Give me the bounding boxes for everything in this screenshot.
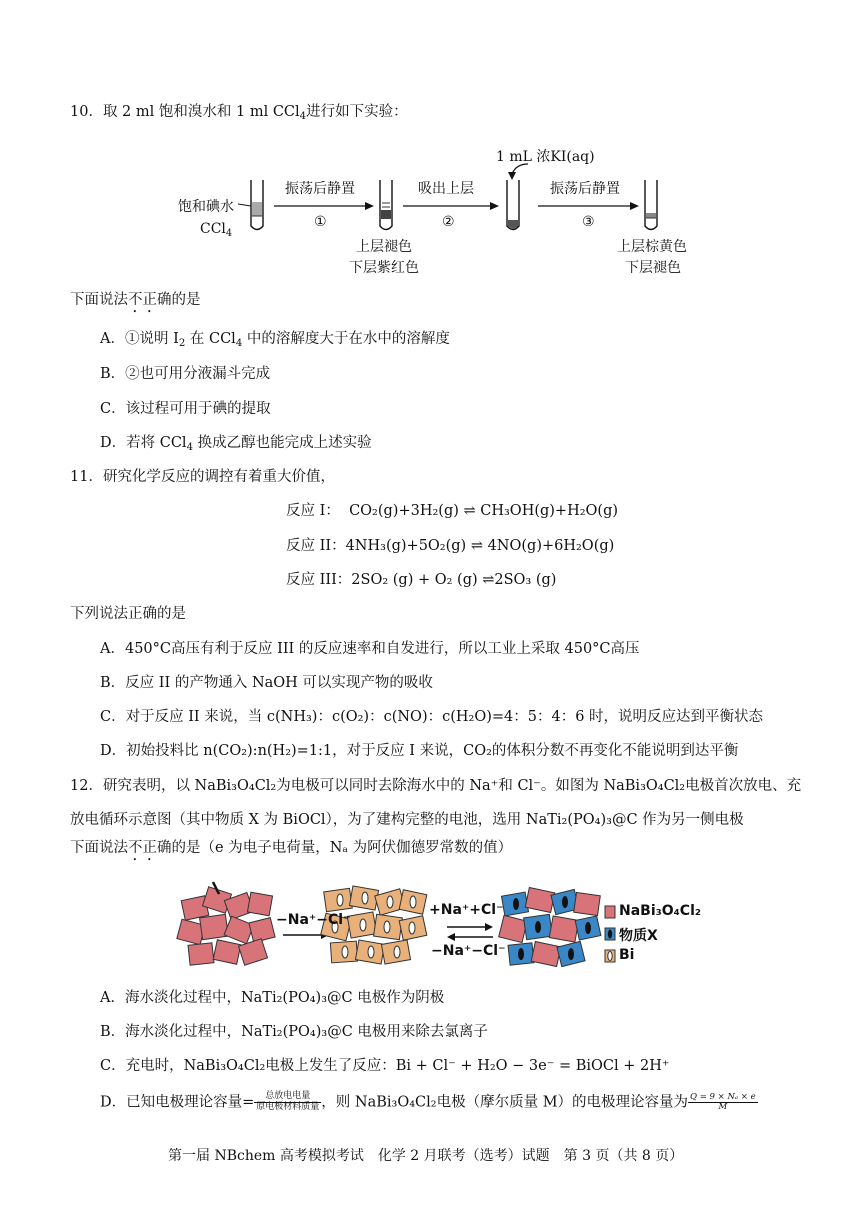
legend-matter-x: 物质X [619,928,658,944]
test-tube-1 [251,180,263,230]
q12-stem-line2: 放电循环示意图（其中物质 X 为 BiOCl），为了建构完整的电池，选用 NaTi₂(PO₄)₃@C 作为另一侧电极 [70,812,744,828]
cluster-nabi3o4cl2 [177,887,275,965]
arrow-label-discharge: −Na⁺−Cl⁻ [276,912,351,928]
q11-reaction-1: 反应 I： CO₂(g)+3H₂(g) ⇌ CH₃OH(g)+H₂O(g) [286,503,619,519]
arrow-1 [274,202,374,210]
q12-question: 下面说法不正确的是（e 为电子电荷量，Nₐ 为阿伏伽德罗常数的值） [70,840,513,856]
tube-label-top: 饱和碘水 [178,199,234,215]
q10-option-d: D．若将 CCl$_4$ 换成乙醇也能完成上述实验 [100,435,372,454]
arrow3-label: 振荡后静置 [550,181,620,197]
result3-top: 上层棕黄色 [617,239,687,255]
capacity-definition-fraction: $\frac{\text{总放电电量}}{\text{原电极材料质量}}$ [256,1091,320,1112]
q10-option-a: A．①说明 $I_2$ 在 CCl$_4$ 中的溶解度大于在水中的溶解度 [100,331,450,350]
q11-option-a: A．450°C高压有利于反应 III 的反应速率和自发进行，所以工业上采取 450°C高压 [100,641,640,657]
arrow2-label: 吸出上层 [418,181,474,197]
q11-stem: 11．研究化学反应的调控有着重大价值， [70,469,335,485]
arrow1-label: 振荡后静置 [285,181,355,197]
result1-top: 上层褪色 [356,239,412,255]
step2-label: ② [442,214,455,230]
q12-option-d: D．已知电极理论容量= $\frac{\text{总放电电量}}{\text{原电极材料质量}}$ ，则 NaBi₃O₄Cl₂电极（摩尔质量 M）的电极理论容量为 $\frac{\text{Q = 9 × Nₐ × e}}{M}$ [100,1091,756,1112]
q11-reaction-2: 反应 II：4NH₃(g)+5O₂(g) ⇌ 4NO(g)+6H₂O(g) [286,538,615,554]
q11-option-d: D．初始投料比 n(CO₂):n(H₂)=1:1，对于反应 I 来说，CO₂的体积分数不再变化不能说明到达平衡 [100,743,739,759]
tube-label-bottom: CCl$_4$ [200,221,233,239]
arrow-label-charge-bottom: −Na⁺−Cl⁻ [431,943,506,959]
q12-option-b: B．海水淡化过程中，NaTi₂(PO₄)₃@C 电极用来除去氯离子 [100,1024,488,1040]
q11-reaction-3: 反应 III：2SO₂ (g) + O₂ (g) ⇌2SO₃ (g) [286,572,557,588]
capacity-formula-fraction: $\frac{\text{Q = 9 × Nₐ × e}}{M}$ [690,1091,756,1112]
arrow-label-charge-top: +Na⁺+Cl⁻ [429,902,504,918]
page-footer: 第一届 NBchem 高考模拟考试 化学 2 月联考（选考）试题 第 3 页（共 8 页） [168,1148,684,1164]
q10-stem: 10．取 2 ml 饱和溴水和 1 ml CCl$_4$进行如下实验： [70,104,408,123]
test-tube-2 [380,180,392,230]
test-tube-4 [645,180,657,230]
arrow-2 [403,202,499,210]
q12-option-a: A．海水淡化过程中，NaTi₂(PO₄)₃@C 电极作为阴极 [100,990,445,1006]
q12-option-c: C．充电时，NaBi₃O₄Cl₂电极上发生了反应：Bi + Cl⁻ + H₂O − 3e⁻ = BiOCl + 2H⁺ [100,1058,670,1074]
legend-nabi3o4cl2: NaBi₃O₄Cl₂ [619,903,702,919]
step1-label: ① [314,214,327,230]
arrow-3 [538,202,639,210]
reagent-label: 1 mL 浓KI(aq) [496,149,595,165]
q10-option-c: C．该过程可用于碘的提取 [100,401,271,417]
q11-question: 下列说法正确的是 [70,606,186,622]
result3-bottom: 下层褪色 [625,260,681,276]
q10-question: 下面说法不正确的是 [70,292,201,308]
legend-bi: Bi [619,947,635,963]
step3-label: ③ [582,214,595,230]
q10-option-b: B．②也可用分液漏斗完成 [100,366,271,382]
q11-option-c: C．对于反应 II 来说，当 c(NH₃)：c(O₂)：c(NO)：c(H₂O)=4：5：4：6 时，说明反应达到平衡状态 [100,709,764,725]
q11-option-b: B．反应 II 的产物通入 NaOH 可以实现产物的吸收 [100,675,433,691]
q12-stem-line1: 12．研究表明，以 NaBi₃O₄Cl₂为电极可以同时去除海水中的 Na⁺和 Cl⁻。如图为 NaBi₃O₄Cl₂电极首次放电、充 [70,778,802,794]
test-tube-3 [507,180,519,230]
result1-bottom: 下层紫红色 [349,260,419,276]
